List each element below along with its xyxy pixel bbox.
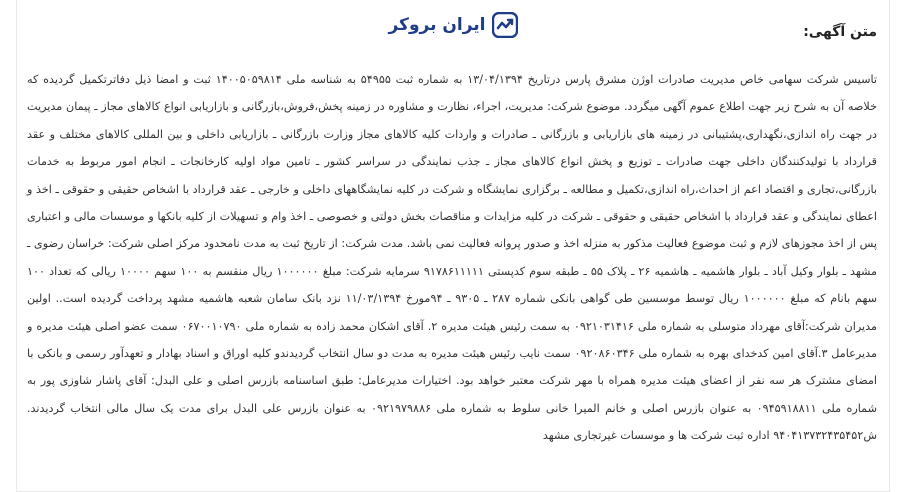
section-title: متن آگهی: bbox=[803, 24, 877, 40]
site-logo[interactable] bbox=[17, 12, 889, 38]
ad-header bbox=[17, 0, 889, 52]
ad-card bbox=[16, 0, 890, 492]
logo-text: ایران بروکر bbox=[388, 15, 486, 35]
ad-body-text: تاسیس شرکت سهامی خاص مدیریت صادرات اوژن مشرق پارس درتاریخ ۱۳/۰۴/۱۳۹۴ به شماره ثبت ۵۴۹۵۵ به شناسه ملی ۱۴۰۰۵۰۵۹۸۱۴ ثبت و امضا ذیل دفاترتکمیل گردیده که خلاصه آن به شرح زیر جهت اطلاع عموم آگهی میگردد. موضوع شرکت: مدیریت، اجراء، نظارت و مشاوره در زمینه پخش،فروش،بازرگانی و بازاریابی انواع کالاهای مجاز ـ پیمان مدیریت در جهت راه اندازی،نگهداری،پشتیبانی در زمینه های بازاریابی و بازرگانی ـ صادرات و واردات کلیه کالاهای مجاز وزارت بازرگانی ـ بازاریابی داخلی و بین المللی کالاهای مختلف و عقد قرارداد با تولیدکنندگان داخلی جهت صادرات ـ توزیع و پخش انواع کالاهای مجاز ـ جذب نمایندگی در سراسر کشور ـ تامین مواد اولیه کارخانجات ـ انجام امور مربوط به خدمات بازرگانی،تجاری و اقتصاد اعم از احداث،راه اندازی،تکمیل و مطالعه ـ برگزاری نمایشگاه و شرکت در کلیه نمایشگاههای داخلی و خارجی ـ عقد قرارداد با اشخاص حقیقی و حقوقی ـ اخذ و اعطای نمایندگی و عقد قرارداد با اشخاص حقیقی و حقوقی ـ شرکت در کلیه مزایدات و مناقصات بخش دولتی و خصوصی ـ اخذ وام و تسهیلات از کلیه بانکها و موسسات مالی و اعتباری پس از اخذ مجوزهای لازم و ثبت موضوع فعالیت مذکور به منزله اخذ و صدور پروانه فعالیت نمی باشد. مدت شرکت: از تاریخ ثبت به مدت نامحدود مرکز اصلی شرکت: خراسان رضوی ـ مشهد ـ بلوار وکیل آباد ـ بلوار هاشمیه ـ هاشمیه ۲۶ ـ پلاک ۵۵ ـ طبقه سوم کدپستی ۹۱۷۸۶۱۱۱۱۱ سرمایه شرکت: مبلغ ۱۰۰۰۰۰۰ ریال منقسم به ۱۰۰ سهم ۱۰۰۰۰ ریالی که تعداد ۱۰۰ سهم بانام که مبلغ ۱۰۰۰۰۰۰ ریال توسط موسسین طی گواهی بانکی شماره ۲۸۷ ـ ۹۳۰۵ ـ ۹۴مورخ ۱۱/۰۳/۱۳۹۴ نزد بانک سامان شعبه هاشمیه مشهد پرداخت گردیده است.. اولین مدیران شرکت:آقای مهرداد متوسلی به شماره ملی ۰۹۲۱۰۳۱۴۱۶ به سمت رئیس هیئت مدیره ۲. آقای اشکان محمد زاده به شماره ملی ۰۶۷۰۰۱۰۷۹۰ سمت عضو اصلی هیئت مدیره و مدیرعامل ۳.آقای امین کدخدای بهره به شماره ملی ۰۹۲۰۸۶۰۳۴۶ سمت نایب رئیس هیئت مدیره به مدت دو سال انتخاب گردیدندو کلیه اوراق و اسناد بهادار و تعهدآور رسمی و بانکی با امضای مشترک هر سه نفر از اعضای هیئت مدیره همراه با مهر شرکت معتبر خواهد بود. اختیارات مدیرعامل: طبق اساسنامه بازرس اصلی و علی البدل: آقای پاشار شاوزی پور به شماره ملی ۰۹۴۵۹۱۸۸۱۱ به عنوان بازرس اصلی و خانم المیرا خانی سلوط به شماره ملی ۰۹۲۱۹۷۹۸۸۶ به عنوان بازرس علی البدل برای مدت یک سال مالی انتخاب گردیدند. ش۹۴۰۴۱۳۷۳۲۴۳۵۴۵۲ اداره ثبت شرکت ها و موسسات غیرتجاری مشهد bbox=[27, 73, 878, 443]
handshake-chart-icon bbox=[492, 12, 518, 38]
